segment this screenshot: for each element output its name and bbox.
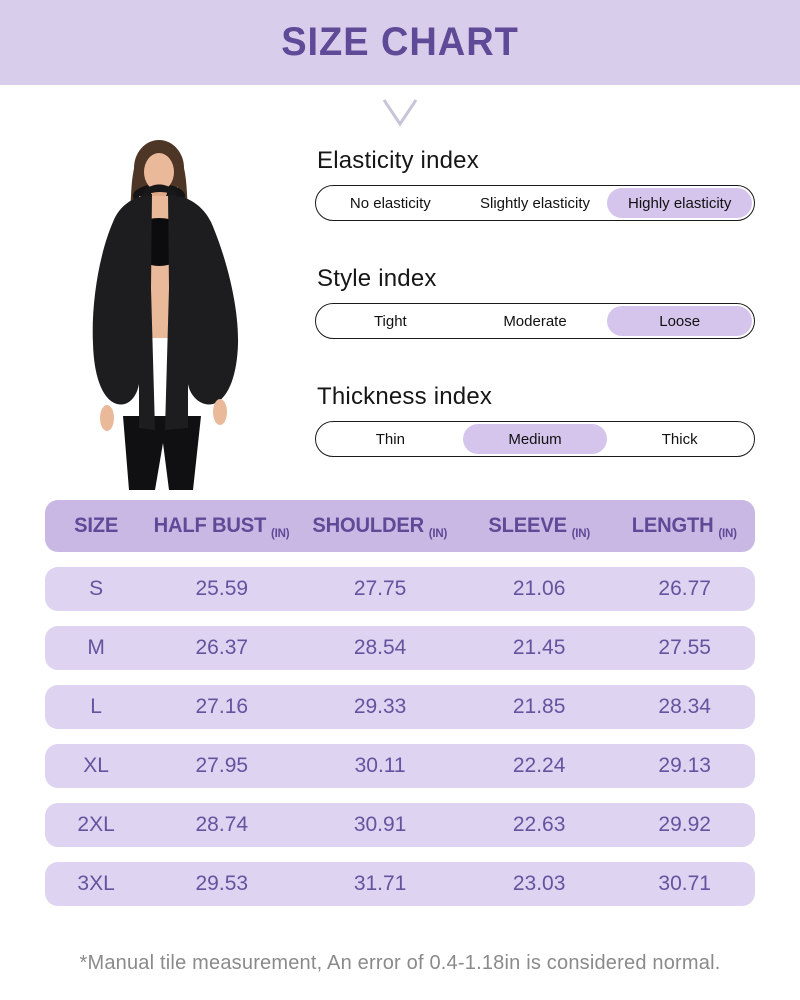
col-header-unit: (IN): [571, 526, 590, 540]
style-index-section: [315, 266, 755, 339]
size-chart-table: [45, 500, 755, 921]
table-header-row: [45, 500, 755, 552]
cell-sleeve: 21.85: [512, 695, 566, 718]
thickness-index-heading: Thickness index: [317, 383, 493, 410]
measurement-note: *Manual tile measurement, An error of 0.4-1.18in is considered normal.: [79, 952, 721, 974]
cell-size: XL: [83, 754, 109, 777]
cell-length: 30.71: [658, 872, 711, 895]
style-options: [315, 303, 755, 339]
col-header-half-bust: [150, 500, 293, 552]
cell-length: 28.34: [658, 695, 711, 718]
banner: [0, 0, 800, 85]
cell-shoulder: 28.54: [353, 636, 407, 659]
option-thin[interactable]: Thin: [375, 430, 405, 448]
cell-sleeve: 21.06: [512, 577, 566, 600]
col-header-unit: (IN): [429, 526, 448, 540]
cell-half-bust: 26.37: [195, 636, 249, 659]
cell-length: 29.92: [658, 813, 711, 836]
chevron-down-icon: [381, 97, 419, 127]
table-row: [45, 862, 755, 906]
cell-size: L: [90, 695, 102, 718]
cell-shoulder: 30.11: [354, 754, 406, 777]
col-header-sleeve: [467, 500, 611, 552]
cell-shoulder: 29.33: [353, 695, 407, 718]
option-loose[interactable]: Loose: [607, 306, 752, 336]
page-title: SIZE CHART: [281, 20, 519, 64]
cell-size: M: [87, 636, 105, 659]
col-header-shoulder: [300, 500, 461, 552]
style-index-heading: Style index: [317, 265, 437, 292]
col-header-label: SLEEVE: [488, 514, 567, 537]
table-row: [45, 744, 755, 788]
cell-half-bust: 27.95: [195, 754, 249, 777]
cell-size: S: [89, 577, 104, 600]
col-header-label: HALF BUST: [153, 514, 267, 537]
cell-sleeve: 21.45: [512, 636, 566, 659]
col-header-label: LENGTH: [632, 514, 714, 537]
option-thick[interactable]: Thick: [661, 430, 698, 448]
index-panel: [315, 148, 755, 502]
cell-length: 27.55: [658, 636, 711, 659]
cell-length: 29.13: [658, 754, 711, 777]
cell-sleeve: 22.24: [512, 754, 566, 777]
elasticity-index-heading: Elasticity index: [317, 147, 479, 174]
option-medium[interactable]: Medium: [463, 424, 608, 454]
cell-length: 26.77: [658, 577, 711, 600]
cell-half-bust: 29.53: [195, 872, 249, 895]
cell-shoulder: 31.71: [353, 872, 407, 895]
table-row: [45, 685, 755, 729]
col-header-unit: (IN): [718, 526, 738, 540]
col-header-size: [47, 500, 145, 552]
cell-shoulder: 30.91: [353, 813, 407, 836]
table-row: [45, 626, 755, 670]
cell-shoulder: 27.75: [353, 577, 407, 600]
col-header-length: [617, 500, 752, 552]
leggings: [123, 416, 201, 490]
option-moderate[interactable]: Moderate: [503, 312, 567, 330]
cell-half-bust: 27.16: [195, 695, 249, 718]
elasticity-index-section: [315, 148, 755, 221]
option-highly-elasticity[interactable]: Highly elasticity: [607, 188, 752, 218]
hoodie-right-panel: [165, 194, 238, 430]
col-header-label: SHOULDER: [312, 514, 425, 537]
cell-sleeve: 22.63: [512, 813, 566, 836]
thickness-index-section: [315, 384, 755, 457]
table-row: [45, 803, 755, 847]
table-row: [45, 567, 755, 611]
option-no-elasticity[interactable]: No elasticity: [349, 194, 431, 212]
cell-size: 2XL: [77, 813, 115, 836]
hoodie-left-panel: [93, 194, 155, 430]
product-model-image: [88, 138, 260, 490]
col-header-unit: (IN): [271, 526, 290, 540]
thickness-options: [315, 421, 755, 457]
option-slightly-elasticity[interactable]: Slightly elasticity: [479, 194, 591, 212]
cell-half-bust: 28.74: [195, 813, 249, 836]
cell-sleeve: 23.03: [512, 872, 566, 895]
option-tight[interactable]: Tight: [373, 312, 407, 330]
model-left-hand: [100, 405, 114, 431]
model-right-hand: [213, 399, 227, 425]
col-header-label: SIZE: [74, 514, 119, 537]
cell-size: 3XL: [77, 872, 115, 895]
cell-half-bust: 25.59: [195, 577, 249, 600]
elasticity-options: [315, 185, 755, 221]
